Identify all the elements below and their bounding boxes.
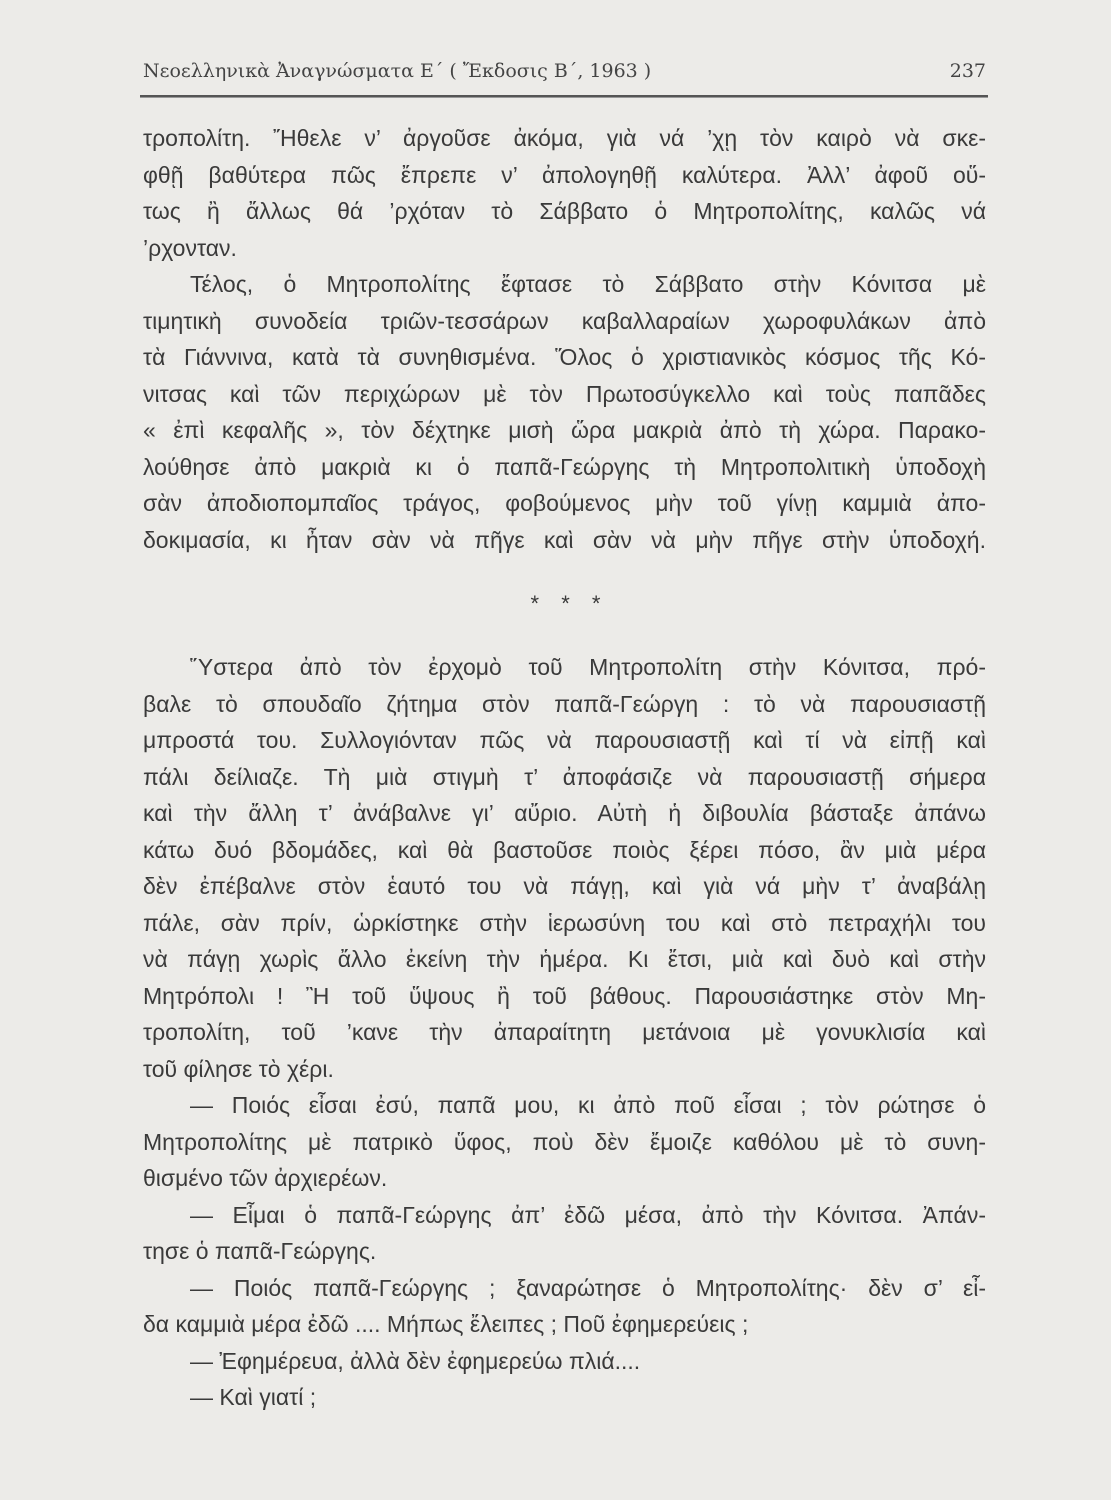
text-line: τροπολίτη, τοῦ ’κανε τὴν ἀπαραίτητη μετάνοια μὲ γονυκλισία καὶ — [143, 1019, 986, 1045]
text-block-1 — [143, 120, 986, 558]
text-line: σὰν ἀποδιοπομπαῖος τράγος, φοβούμενος μὴν τοῦ γίνῃ καμμιὰ ἀπο- — [143, 490, 986, 516]
text-line: Τέλος, ὁ Μητροπολίτης ἔφτασε τὸ Σάββατο στὴν Κόνιτσα μὲ — [190, 271, 986, 297]
text-line: τοῦ φίλησε τὸ χέρι. — [143, 1055, 334, 1082]
text-line: τιμητικὴ συνοδεία τριῶν-τεσσάρων καβαλλαραίων χωροφυλάκων ἀπὸ — [143, 307, 986, 334]
text-line: — Ἐφημέρευα, ἀλλὰ δὲν ἐφημερεύω πλιά.... — [190, 1347, 641, 1374]
text-line: Μητροπολίτης μὲ πατρικὸ ὕφος, ποὺ δὲν ἔμοιζε καθόλου μὲ τὸ συνη- — [143, 1128, 986, 1155]
text-line: Ὕστερα ἀπὸ τὸν ἐρχομὸ τοῦ Μητροπολίτη στὴν Κόνιτσα, πρό- — [190, 654, 986, 680]
text-block-2 — [143, 649, 986, 1416]
header-rule — [140, 95, 988, 98]
text-line: τως ἢ ἄλλως θά ’ρχόταν τὸ Σάββατο ὁ Μητροπολίτης, καλῶς νά — [143, 198, 986, 224]
text-line: — Καὶ γιατί ; — [190, 1384, 317, 1410]
running-header — [143, 58, 986, 88]
text-line: « ἐπὶ κεφαλῆς », τὸν δέχτηκε μισὴ ὥρα μακριὰ ἀπὸ τὴ χώρα. Παρακο- — [143, 417, 986, 443]
text-line: τησε ὁ παπᾶ-Γεώργης. — [143, 1238, 377, 1264]
text-line: δα καμμιὰ μέρα ἐδῶ .... Μήπως ἔλειπες ; Ποῦ ἐφημερεύεις ; — [143, 1311, 749, 1337]
text-line: φθῇ βαθύτερα πῶς ἔπρεπε ν’ ἀπολογηθῇ καλύτερα. Ἀλλ’ ἀφοῦ οὕ- — [143, 161, 986, 188]
text-line: ’ρχονταν. — [143, 234, 237, 261]
page-number: 237 — [949, 60, 986, 82]
text-line: πάλε, σὰν πρίν, ὡρκίστηκε στὴν ἱερωσύνη του καὶ στὸ πετραχήλι του — [143, 909, 986, 936]
running-header-title: Νεοελληνικὰ Ἀναγνώσματα Ε΄ ( Ἔκδοσις Β΄, 1963 ) — [143, 60, 652, 82]
body-text — [143, 120, 986, 1416]
text-line: — Ποιός παπᾶ-Γεώργης ; ξαναρώτησε ὁ Μητροπολίτης· δὲν σ’ εἶ- — [190, 1274, 986, 1301]
text-line: δὲν ἐπέβαλνε στὸν ἑαυτό του νὰ πάγῃ, καὶ γιὰ νά μὴν τ’ ἀναβάλῃ — [143, 873, 986, 899]
text-line: λούθησε ἀπὸ μακριὰ κι ὁ παπᾶ-Γεώργης τὴ Μητροπολιτικὴ ὑποδοχὴ — [143, 453, 986, 480]
text-line: θισμένο τῶν ἀρχιερέων. — [143, 1165, 388, 1191]
text-line: Μητρόπολι ! Ἢ τοῦ ὕψους ἢ τοῦ βάθους. Παρουσιάστηκε στὸν Μη- — [143, 982, 986, 1009]
text-line: νὰ πάγῃ χωρὶς ἄλλο ἐκείνη τὴν ἡμέρα. Κι ἔτσι, μιὰ καὶ δυὸ καὶ στὴν — [143, 946, 986, 972]
text-line: κάτω δυό βδομάδες, καὶ θὰ βαστοῦσε ποιὸς ξέρει πόσο, ἂν μιὰ μέρα — [143, 836, 986, 863]
text-line: τὰ Γιάννινα, κατὰ τὰ συνηθισμένα. Ὅλος ὁ χριστιανικὸς κόσμος τῆς Κό- — [143, 344, 986, 370]
text-line: δοκιμασία, κι ἦταν σὰν νὰ πῆγε καὶ σὰν νὰ μὴν πῆγε στὴν ὑποδοχή. — [143, 526, 986, 553]
text-line: μπροστά του. Συλλογιόνταν πῶς νὰ παρουσιαστῇ καὶ τί νὰ εἰπῇ καὶ — [143, 727, 986, 753]
text-line: νιτσας καὶ τῶν περιχώρων μὲ τὸν Πρωτοσύγκελλο καὶ τοὺς παπᾶδες — [143, 380, 986, 407]
section-divider: * * * — [530, 591, 609, 616]
text-line: — Ποιός εἶσαι ἐσύ, παπᾶ μου, κι ἀπὸ ποῦ εἶσαι ; τὸν ρώτησε ὁ — [190, 1092, 986, 1118]
text-line: πάλι δείλιαζε. Τὴ μιὰ στιγμὴ τ’ ἀποφάσιζε νὰ παρουσιαστῇ σήμερα — [143, 763, 986, 790]
text-line: καὶ τὴν ἄλλη τ’ ἀνάβαλνε γι’ αὔριο. Αὐτὴ ἡ διβουλία βάσταξε ἀπάνω — [143, 800, 986, 826]
text-line: — Εἶμαι ὁ παπᾶ-Γεώργης ἀπ’ ἐδῶ μέσα, ἀπὸ τὴν Κόνιτσα. Ἀπάν- — [190, 1201, 986, 1228]
text-line: βαλε τὸ σπουδαῖο ζήτημα στὸν παπᾶ-Γεώργη : τὸ νὰ παρουσιαστῇ — [143, 690, 986, 717]
text-line: τροπολίτη. Ἤθελε ν’ ἀργοῦσε ἀκόμα, γιὰ νά ’χῃ τὸν καιρὸ νὰ σκε- — [143, 125, 986, 151]
